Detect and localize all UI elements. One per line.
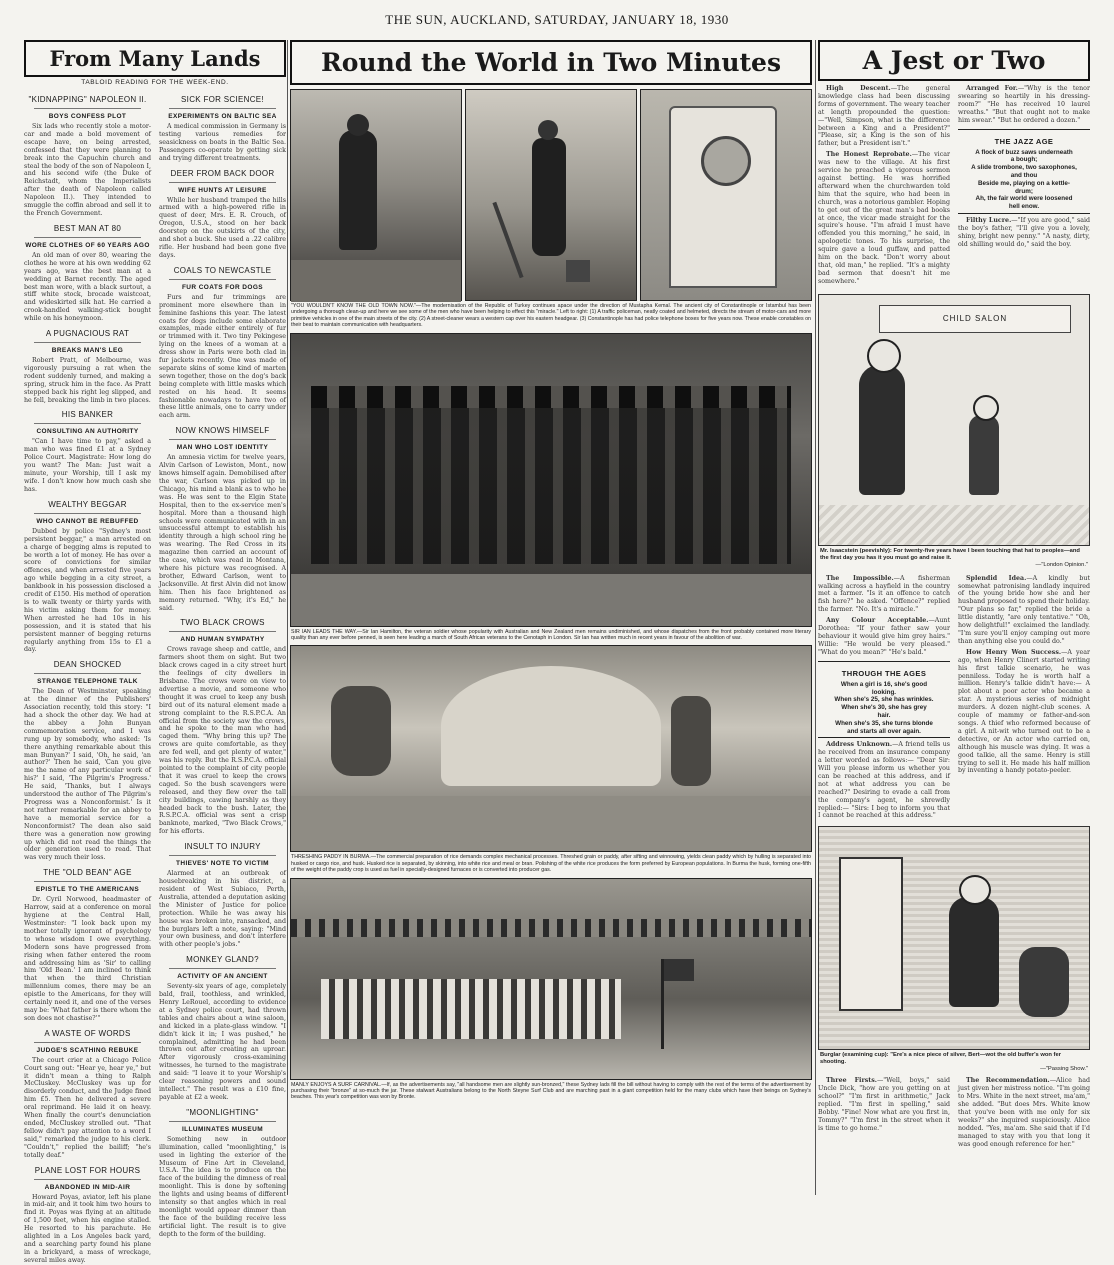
article-subheading: MAN WHO LOST IDENTITY (176, 444, 269, 452)
article-headline: WEALTHY BEGGAR (48, 499, 127, 509)
photo-row-turkey (290, 89, 812, 301)
photo-surf-carnival (290, 878, 812, 1080)
article-body: Furs and fur trimmings are prominent more elsewhere than in feminine fashions this year. The latest coats for dogs include some elaborate examples, made either entirely of fur or trimmed with it. Two tiny Pekingese lying on the knees of a woman at a dress show in Paris were both clad in fur jackets recently. One was made of separate skins of some kind of marten sewn together, those on the dog's back being complete with little masks which rested on his head. It seems fashionable nowadays to have two of these little animals, one to carry under each arm. (159, 293, 286, 420)
article-subheading: CONSULTING AN AUTHORITY (36, 428, 139, 436)
headline-rule (34, 237, 141, 238)
headline-rule (169, 1121, 276, 1122)
section-title-middle: Round the World in Two Minutes (290, 40, 812, 85)
jokes-mid-right (958, 575, 1090, 821)
cartoon-caption: Mr. Isaacstein (peevishly): For twenty-five years have I been touching that hat to peoples—and the first day you has it you must go and raise it. —"London Opinion." (820, 547, 1088, 568)
headline-rule (169, 439, 276, 440)
joke-item: Arranged For.—"Why is the tenor swearing so heartily in his dressing-room?" "He has received 10 laurel wreaths." "But that ought not to make him swear." "But he ordered a dozen." (958, 85, 1090, 124)
article-subheading: WIFE HUNTS AT LEISURE (178, 186, 267, 194)
article-body: Six lads who recently stole a motor-car and made a bold movement of escape have, on being arrested, confessed that they were planning to break into the Capuchin church and steal the body of the son of Napoleon I, and his second wife (the Duke of Reichstadt, whom the Imperialists after the death of Napoleon called Napoleon II.). They intended to smuggle the coffin abroad and sell it to the French Government. (24, 123, 151, 217)
cartoon-burglars (818, 826, 1090, 1050)
headline-rule (169, 182, 276, 183)
photo-caption: SIR IAN LEADS THE WAY.—Sir Ian Hamilton, the veteran soldier whose popularity with Australian and New Zealand men remains undiminished, and whose dispatches from the front probably contained more literary quality than any ever before penned, is seen here leading a march of South African veterans to the Cenotaph in London. Sir Ian has written much in recent years in favour of the abolition of war. (291, 628, 811, 642)
jokes-top-right (958, 85, 1090, 286)
article-body: Seventy-six years of age, completely bald, frail, toothless, and wrinkled, Henry LeRouel, according to evidence at a Sydney police court, had thrown tables and chairs about a wine saloon, and kicked in a plate-glass window. "I didn't kick it in; I was pushed," he complained, admitting he had been thrown out after creating an uproar. After vigorously cross-examining witnesses, he turned to the magistrate and said: "I leave it to your Worship's clear reasoning powers and sound intellect." The result was a £10 fine, payable at £2 a week. (159, 983, 286, 1101)
headline-rule (34, 673, 141, 674)
article-headline: "MOONLIGHTING" (186, 1107, 259, 1117)
headline-rule (169, 631, 276, 632)
photo-caption: THRESHING PADDY IN BURMA.—The commercial preparation of rice demands complex mechanical processes. Threshed grain or paddy, after sifting and winnowing, yields clean paddy which by hulling is separated into husked or cargo rice, and husk. Husked rice is separated, by skinning, into white rice and meal or bran. Polishing of the white rice produces the form preferred by European populations. In Burma the husk, forming one-fifth of the weight of the paddy crop is used as fuel in specially-designed furnaces or is converted into producer gas. (291, 854, 811, 874)
article-body: An amnesia victim for twelve years, Alvin Carlson of Lewiston, Mont., now knows himself again. Demobilised after the war, Carlson was picked up in Chicago, his mind a blank as to who he was. He was sent to the Elgin State Hospital, then to the ex-service men's hospital. More than a thousand high schools were communicated with in an unsuccessful attempt to establish his identity through a high school ring he was wearing. The Red Cross in its magazine then carried an account of the case, which was read in Montana, where his picture was recognised. A brother, Edward Carlson, went to Jacksonville. At first Alvin did not know him. Then his face brightened as memory returned. "Why, it's Ed," he said. (159, 454, 286, 612)
article-headline: TWO BLACK CROWS (180, 618, 265, 628)
joke-item: The Recommendation.—Alice had just given her mistress notice. "I'm going to Mrs. White in the next street, ma'am," she added. "But does Mrs. White know that you've been with me only for six weeks?" she inquired suspiciously. Alice nodded. "Yes, ma'am. She said that if I'd managed to stay with you that long it was good enough reference for her." (958, 1077, 1090, 1148)
jokes-bottom-right (958, 1077, 1090, 1148)
article-headline: NOW KNOWS HIMSELF (175, 426, 270, 436)
article-subheading: EXPERIMENTS ON BALTIC SEA (168, 113, 277, 120)
joke-item: Filthy Lucre.—"If you are good," said the boy's father, "I'll give you a lovely, shiny, bright new penny." "A nasty, dirty, old shilling would do," said the boy. (958, 216, 1090, 248)
article-subheading: ACTIVITY OF AN ANCIENT (177, 973, 268, 981)
article-body: The Dean of Westminster, speaking at the dinner of the Publishers' Association recently, told this story: "I had a shock the other day. We had at the abbey a John Bunyan commemoration service, and I was rung up by somebody, who asked: 'Is there anything remarkable about this man Bunyan?' I said, 'Oh, he said, 'an author?' Then he said, 'Can you give me the name of any particular work of his?' I said, 'The Pilgrim's Progress.' He said, 'Thanks, but I always understood the author of The Pilgrim's Progress was a Nonconformist.' Is it not rather remarkable for an abbey to have a memorial service for a Nonconformist? The dean also said there was a generation now growing up which did not read the things the older generation used to read. That was very much their loss. (24, 688, 151, 862)
photo-traffic-policeman (290, 89, 462, 301)
through-the-ages-poem: When a girl is 16, she's good looking. When she's 25, she has wrinkles. When she's 30, she has grey hair. When she's 35, she turns blonde and starts all over again. (834, 680, 934, 735)
article-subheading: FUR COATS FOR DOGS (181, 283, 264, 291)
photo-sir-ian-march (290, 333, 812, 627)
article-subheading: WHO CANNOT BE REBUFFED (36, 517, 139, 525)
article-body: Crows ravage sheep and cattle, and farmers shoot them on sight. But two black crows caged in a city street hurt the feelings of city dwellers in Brisbane. The crows were on view to advertise a movie, and someone who thought it was cruel to keep any bush bird out of its natural element made a strong complaint to the R.S.P.C.A. An official from the society saw the crows, and he spoke to the man who had caged them. "Why bring this up? The crows are quite comfortable, as they are fed well, and get plenty of water," was his reply. But the R.S.P.C.A. official pointed to the complaint of city people that it was cruel to keep the crows caged. So the bush scavengers were released, and they flew over the tall city buildings, cawing harshly as they headed back to the bush. Later, the R.S.P.C.A. official was sent a crisp banknote, marked, "Two Black Crows," for his efforts. (159, 646, 286, 836)
headline-rule (34, 108, 141, 109)
joke-item: Splendid Idea.—A kindly but somewhat patronising landlady inquired of the young bride how she and her husband proposed to spend their holiday. "Our plans so far," replied the bride a little distantly, "are only tentative." "Oh, how delightful!" exclaimed the landlady. "I'm sure you'll enjoy camping out more than anything else you could do." (958, 574, 1090, 645)
article-headline: PLANE LOST FOR HOURS (34, 1165, 141, 1175)
left-subcolumn-1 (24, 89, 151, 1265)
article-body: The court crier at a Chicago Police Court sang out: "Hear ye, hear ye," but it didn't mean a thing to Ralph McCluskey. McCluskey was up for disorderly conduct, and the Judge fined him £5. Then he delivered a severe oral reprimand. He laid it on heavy. When finally the court's denunciation ended, McCluskey strolled out. "That fellow didn't pay attention to a word I said," remarked the judge to his clerk. "Couldn't," replied the bailiff; "he's totally deaf." (24, 1056, 151, 1159)
section-subtitle: TABLOID READING FOR THE WEEK-END. (81, 79, 229, 86)
joke-item: High Descent.—The general knowledge class had been discussing forms of government. The weary teacher at length propounded the question:—"Well, Simpson, what is the difference between a King and a President?" "Please, sir, a King is the son of his father, but a President isn't." (818, 85, 950, 148)
photo-caption: MANLY ENJOYS A SURF CARNIVAL.—If, as the advertisements say, "all handsome men are slightly sun-bronzed," these Sydney lads fill the bill without having to comply with the rest of the terms of the advertisement by purchasing their "bronze" at so-much the jar. These stalwart Australians belong to the North Steyne Surf Club and are marching past in a giant competition held for the many clubs which have their beings on Sydney's beaches. This year's competition was won by Bronte. (291, 1081, 811, 1101)
jokes-bottom-left (818, 1077, 950, 1148)
article-headline: SICK FOR SCIENCE! (181, 95, 264, 104)
article-body: While her husband tramped the hills armed with a high-powered rifle in quest of deer, Mrs. E. R. Crouch, of Oregon, U.S.A., stood on her back doorstep on the outskirts of the city, and shot a buck. She used a .22 calibre rifle. Her husband had been gone five days. (159, 196, 286, 259)
joke-item: The Impossible.—A fisherman walking across a hayfield in the country met a farmer. "Is it an offence to catch fish here?" he asked. "Offence?" replied the farmer. "No. It's a miracle." (818, 574, 950, 614)
article-body: Dr. Cyril Norwood, headmaster of Harrow, said at a conference on moral hygiene at the Central Hall, Westminster: "I look back upon my mother totally ignorant of psychology to whose wisdom I owe everything. Modern sons have progressed from rising when father entered the room and addressing him as 'Sir' to calling him 'Old Bean.' I am inclined to think that when the third Christian millennium comes, there may be an epistle to the Americans, for they will certainly need it, and one of the verses may be: 'What father is there whom the son does not chastise?'" (24, 896, 151, 1022)
article-subheading: STRANGE TELEPHONE TALK (37, 678, 138, 686)
article-subheading: JUDGE'S SCATHING REBUKE (36, 1046, 139, 1054)
article-headline: A PUGNACIOUS RAT (45, 329, 130, 339)
photo-street-cleaner (465, 89, 637, 301)
headline-rule (34, 342, 141, 343)
article-headline: INSULT TO INJURY (184, 842, 261, 852)
column-rule (815, 40, 816, 1195)
article-headline: HIS BANKER (61, 410, 114, 420)
article-headline: COALS TO NEWCASTLE (173, 265, 272, 275)
joke-item: How Henry Won Success.—A year ago, when Henry Clinert started writing his first talkie scenario, he was penniless. Today he is worth half a million. Henry's talkie didn't have:— A plot about a poor actor who became a star. A mysterious series of midnight murders. A dozen night-club scenes. A couple of mammy or father-and-son songs. A thief who reformed because of a girl. A nit-wit who turned out to be a detective, or An actor who carried on, although his muscle was dying. It was a good talkie, all the same. Henry is still trying to sell it. He made his half million by inventing a handy potato-peeler. (958, 648, 1090, 775)
article-body: A medical commission in Germany is testing various remedies for seasickness on boats in the Baltic Sea. Passengers co-operate by getting sick and trying different treatments. (159, 123, 286, 162)
article-headline: MONKEY GLAND? (186, 955, 259, 965)
article-subheading: BREAKS MAN'S LEG (51, 347, 124, 355)
article-headline: "KIDNAPPING" NAPOLEON II. (28, 95, 147, 104)
joke-item: The Honest Reprobate.—The vicar was new to the village. At his first service he preached a vigorous sermon against betting. He was horrified afterward when the churchwarden told him that the squire, who had been in church, was a notorious gambler. Hoping to get out of the great man's bad books at once, the vicar made straight for the squire's house. "I'm afraid I must have offended you this morning," he said, in apologetic tones. To his surprise, the squire gave a loud guffaw, and patted him on the back. "Don't worry about that, old man," he replied. "It's a mighty bad sermon that doesn't hit me somewhere." (818, 151, 950, 285)
article-body: Robert Pratt, of Melbourne, was vigorously pursuing a rat when the rodent suddenly turned, and making a spring, struck him in the face. As Pratt stepped back his right leg slipped, and he fell, breaking the limb in two places. (24, 357, 151, 404)
joke-item: Three Firsts.—"Well, boys," said Uncle Dick, "how are you getting on at school?" "I'm first in arithmetic," Jack replied. "I'm first in spelling," said Bobby. "Fine! Now what are you first in, Tommy?" "I'm first in the street when it is time to go home." (818, 1077, 950, 1132)
article-body: Alarmed at an outbreak of housebreaking in his district, a resident of West Subiaco, Perth, Australia, attended a deputation asking the Minister of Justice for police protection. While he was away his house was broken into, ransacked, and the burglars left a note, saying: "Mind your own business, and don't interfere with other people's jobs." (159, 870, 286, 949)
section-title-right: A Jest or Two (818, 40, 1090, 81)
article-headline: DEER FROM BACK DOOR (170, 168, 275, 178)
cartoon-hat-shop (818, 294, 1090, 546)
jazz-age-heading: THE JAZZ AGE (994, 136, 1054, 146)
headline-rule (169, 108, 276, 109)
article-subheading: BOYS CONFESS PLOT (48, 113, 127, 120)
joke-item: Address Unknown.—A friend tells us he received from an insurance company a letter worded as follows:— "Dear Sir: Will you please inform us whether you can be reached at this address, and if not at what address you can be reached?" Desiring to evade a call from the company's agent, he shrewdly replied:— "Sirs: I beg to inform you that I cannot be reached at this address." (818, 741, 950, 820)
photo-threshing-paddy (290, 645, 812, 852)
section-title-left: From Many Lands (24, 40, 286, 77)
article-headline: DEAN SHOCKED (53, 660, 122, 670)
headline-rule (34, 423, 141, 424)
article-subheading: ABANDONED IN MID-AIR (44, 1183, 131, 1191)
headline-rule (169, 968, 276, 969)
article-headline: THE "OLD BEAN" AGE (43, 868, 132, 878)
left-section (24, 40, 286, 1264)
article-headline: A WASTE OF WORDS (44, 1028, 131, 1038)
article-subheading: EPISTLE TO THE AMERICANS (35, 886, 140, 894)
through-the-ages-heading: THROUGH THE AGES (841, 668, 927, 678)
article-subheading: ILLUMINATES MUSEUM (181, 1125, 264, 1133)
article-body: Something new in outdoor illumination, called "moonlighting," is used in lighting the exterior of the Museum of Fine Art in Cleveland, U.S.A. The idea is to produce on the face of the building the dimness of real moonlight. This is done by softening the lights and using beams of different intensity so that angles which in real moonlight would appear dimmer than the face of the building receive less artificial light. The result is to give depth to the form of the building. (159, 1135, 286, 1238)
masthead: THE SUN, AUCKLAND, SATURDAY, JANUARY 18, 1930 (385, 12, 729, 27)
article-body: An old man of over 80, wearing the clothes he wore at his own wedding 62 years ago, was the best man at a wedding at Barnet recently. The aged best man wore, with a black surtout, a stiff white stock, brocade waistcoat, and wideskirted silk hat. He carried a crook-handled walking-stick bought while on his honeymoon. (24, 251, 151, 323)
shop-sign: CHILD SALON (879, 305, 1071, 333)
article-subheading: THIEVES' NOTE TO VICTIM (176, 860, 269, 868)
jokes-mid-left (818, 575, 950, 821)
jokes-top-left (818, 85, 950, 286)
cartoon-caption: Burglar (examining cup): "Ere's a nice piece of silver, Bert—wot the old buffer's won fer shooting. —"Passing Show." (820, 1052, 1088, 1073)
column-rule (287, 40, 288, 1195)
headline-rule (34, 881, 141, 882)
headline-rule (34, 513, 141, 514)
left-subcolumn-2 (159, 89, 286, 1265)
photo-police-telephone-box (640, 89, 812, 301)
headline-rule (34, 1179, 141, 1180)
article-body: Howard Poyas, aviator, left his plane in mid-air, and it took him two hours to find it. Poyas was flying at an altitude of 1,500 feet, when his engine stalled. He resorted to his parachute. He alighted in a Los Angeles back yard, and a searching party found his plane in a brickyard, a mass of wreckage, several miles away. (24, 1193, 151, 1264)
article-body: Dubbed by police "Sydney's most persistent beggar," a man arrested on a charge of begging alms is reputed to be worth a lot of money. He has over a score of convictions for similar offences, and when arrested five years ago while begging in a city street, a bankbook in his possession disclosed a credit of £150. His method of operation is to walk twenty or thirty yards with his victim asking them for money. When arrested he had 10s in his possession, and it is stated that his persistent manner of begging returns regularly anything from 15s to £1 a day. (24, 527, 151, 654)
headline-rule (169, 855, 276, 856)
joke-item: Any Colour Acceptable.—Aunt Dorothea: "If your father saw your behaviour it would give him grey hairs." Willie: "He would be very pleased." "What do you mean?" "He's bald." (818, 617, 950, 656)
jazz-age-poem: A flock of buzz saws underneath a bough; A slide trombone, two saxophones, and thou Beside me, playing on a kettle- drum; Ah, the fair world were loosened hell enow. (971, 148, 1077, 211)
photo-caption: "YOU WOULDN'T KNOW THE OLD TOWN NOW."—The modernisation of the Republic of Turkey continues apace under the direction of Mustapha Kemal. The ancient city of Constantinople or Istambul has been undergoing a thorough clean-up and here we see some of the men who have been helping to effect this "miracle." Left to right: (1) A traffic policeman, neatly coated and helmeted, directs the stream of motor-cars and more primitive vehicles in one of the main streets of the city. (2) A street-cleaner wears a western cap over his eastern headgear. (3) Constantinople has had police telephone boxes for five years now. These enable constables on their beat to maintain communication with headquarters. (291, 303, 811, 329)
article-headline: BEST MAN AT 80 (53, 223, 122, 233)
article-subheading: WORE CLOTHES OF 60 YEARS AGO (25, 241, 150, 249)
right-section (818, 40, 1090, 1200)
middle-section (290, 40, 812, 1200)
article-body: "Can I have time to pay," asked a man who was fined £1 at a Sydney Police Court. Magistrate: How long do you want? The Man: Just wait a minute, your Worship, till I ask my wife. I don't know how much cash she has. (24, 438, 151, 493)
headline-rule (34, 1042, 141, 1043)
headline-rule (169, 279, 276, 280)
article-subheading: AND HUMAN SYMPATHY (180, 636, 265, 644)
